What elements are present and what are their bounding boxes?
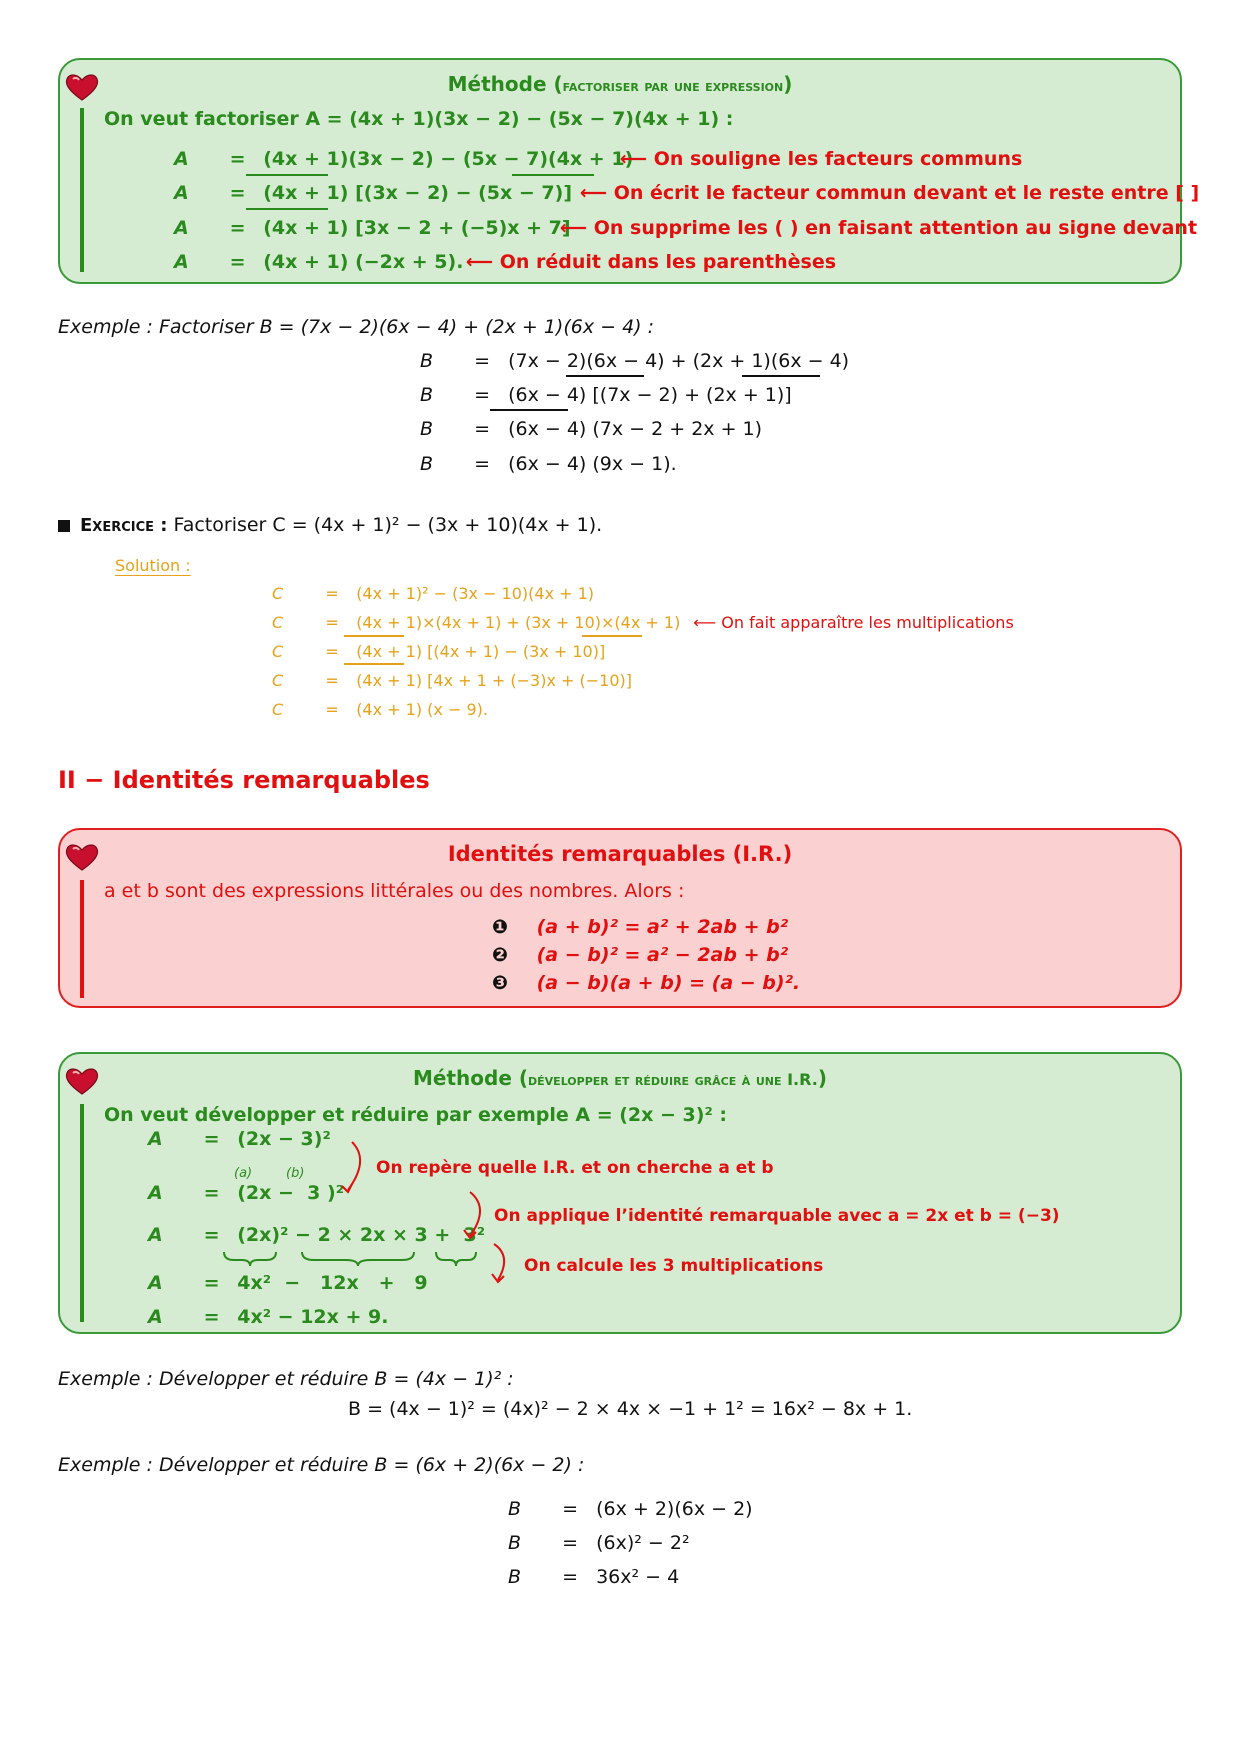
label-a: (a)	[234, 1166, 253, 1181]
identities-bar	[80, 880, 84, 998]
exercise-line: Exercice : Factoriser C = (4x + 1)² − (3x + 10)(4x + 1).	[80, 514, 603, 536]
method2-note-2: On applique l’identité remarquable avec a = 2x et b = (−3)	[494, 1206, 1060, 1226]
section-title: II − Identités remarquables	[58, 766, 430, 794]
solution-row-1: C = (4x + 1)² − (3x − 10)(4x + 1)	[272, 584, 595, 603]
method2-row-5: A = 4x² − 12x + 9.	[148, 1306, 389, 1328]
example3-row-1: B = (6x + 2)(6x − 2)	[508, 1498, 753, 1520]
method1-row-4: A = (4x + 1) (−2x + 5). ⟵ On réduit dans les parenthèses	[174, 251, 837, 273]
exercise-bullet	[58, 520, 70, 532]
underline-common-1	[566, 375, 644, 377]
example2-intro: Exemple : Développer et réduire B = (4x − 1)² :	[58, 1368, 514, 1390]
method2-note-1: On repère quelle I.R. et on cherche a et b	[376, 1158, 774, 1178]
method2-note-3: On calcule les 3 multiplications	[524, 1256, 824, 1276]
method2-intro: On veut développer et réduire par exemple A = (2x − 3)² :	[104, 1104, 727, 1126]
method2-row-2: A = (2x − 3 )²	[148, 1182, 345, 1204]
label-b: (b)	[286, 1166, 305, 1181]
method2-row-3: A = (2x)² − 2 × 2x × 3 + 3²	[148, 1224, 486, 1246]
identity-3: ❸ (a − b)(a + b) = (a − b)².	[492, 972, 801, 994]
example3-intro: Exemple : Développer et réduire B = (6x + 2)(6x − 2) :	[58, 1454, 585, 1476]
method1-row-1: A = (4x + 1)(3x − 2) − (5x − 7)(4x + 1) ⟵ On souligne les facteurs communs	[174, 148, 1023, 170]
method2-row-1: A = (2x − 3)²	[148, 1128, 331, 1150]
method1-intro: On veut factoriser A = (4x + 1)(3x − 2) − (5x − 7)(4x + 1) :	[104, 108, 734, 130]
example2-line: B = (4x − 1)² = (4x)² − 2 × 4x × −1 + 1² = 16x² − 8x + 1.	[348, 1398, 913, 1420]
method1-title: Méthode (factoriser par une expression)	[447, 72, 793, 96]
example3-row-2: B = (6x)² − 2²	[508, 1532, 690, 1554]
example1-row-1: B = (7x − 2)(6x − 4) + (2x + 1)(6x − 4)	[420, 350, 850, 372]
method1-row-2: A = (4x + 1) [(3x − 2) − (5x − 7)] ⟵ On écrit le facteur commun devant et le reste entre [ ]	[174, 182, 1200, 204]
solution-underline-1	[344, 635, 404, 637]
identities-title: Identités remarquables (I.R.)	[447, 842, 793, 866]
method-bar	[80, 108, 84, 272]
underline-factor-2	[512, 174, 594, 176]
underline-common-2	[742, 375, 820, 377]
solution-row-4: C = (4x + 1) [4x + 1 + (−3)x + (−10)]	[272, 671, 632, 690]
example3-row-3: B = 36x² − 4	[508, 1566, 680, 1588]
example1-row-3: B = (6x − 4) (7x − 2 + 2x + 1)	[420, 418, 763, 440]
solution-row-3: C = (4x + 1) [(4x + 1) − (3x + 10)]	[272, 642, 606, 661]
solution-row-5: C = (4x + 1) (x − 9).	[272, 700, 488, 719]
method2-title: Méthode (développer et réduire grâce à une I.R.)	[413, 1066, 827, 1090]
method2-row-4: A = 4x² − 12x + 9	[148, 1272, 428, 1294]
identity-1: ❶ (a + b)² = a² + 2ab + b²	[492, 916, 789, 938]
underline-common-3	[490, 409, 568, 411]
solution-row-2: C = (4x + 1)×(4x + 1) + (3x + 10)×(4x + 1) ⟵ On fait apparaître les multiplications	[272, 613, 1014, 632]
example1-intro: Exemple : Factoriser B = (7x − 2)(6x − 4) + (2x + 1)(6x − 4) :	[58, 316, 655, 338]
solution-underline-3	[344, 663, 404, 665]
method2-bar	[80, 1104, 84, 1322]
example1-row-4: B = (6x − 4) (9x − 1).	[420, 453, 677, 475]
example1-row-2: B = (6x − 4) [(7x − 2) + (2x + 1)]	[420, 384, 792, 406]
identity-2: ❷ (a − b)² = a² − 2ab + b²	[492, 944, 789, 966]
underline-factor-1	[246, 174, 328, 176]
method1-row-3: A = (4x + 1) [3x − 2 + (−5)x + 7] ⟵ On supprime les ( ) en faisant attention au signe devant	[174, 217, 1198, 239]
identities-intro: a et b sont des expressions littérales ou des nombres. Alors :	[104, 880, 685, 902]
solution-label: Solution :	[115, 556, 191, 575]
solution-underline-2	[582, 635, 642, 637]
underline-factor-3	[246, 208, 328, 210]
